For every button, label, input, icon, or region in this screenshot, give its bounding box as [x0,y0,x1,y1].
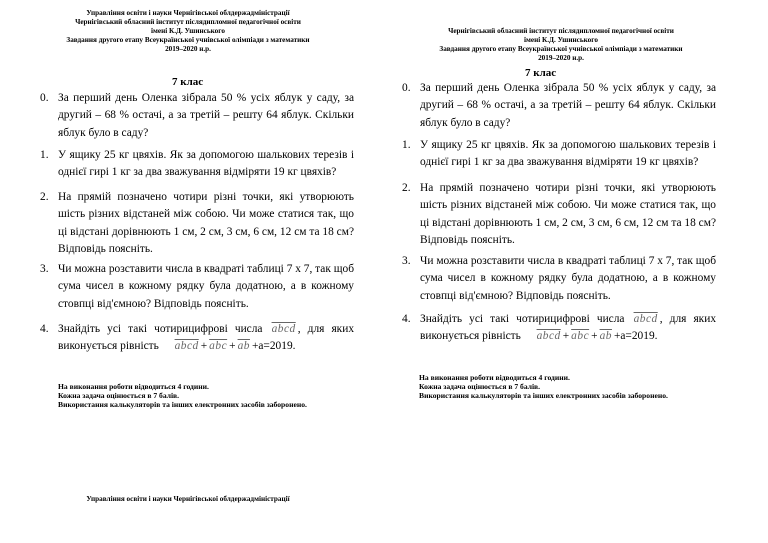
header-block [60,9,316,54]
task-text [58,321,354,356]
task4-text-a: Знайдіть усі такі чотирицифрові числа [58,323,263,335]
task-number: 1. [40,149,49,161]
task4-text-b: , для яких виконується рівність [420,313,717,343]
task-item [40,261,354,313]
equation-tail: +a=2019. [613,330,658,343]
note-line: На виконання роботи відводиться 4 години. [58,382,209,391]
equation-term-ab: $\overline{ab}$ [599,330,612,343]
grade-title: 7 клас [525,67,557,79]
header-line: Завдання другого етапу Всеукраїнської учнівської олімпіади з математики [66,36,310,44]
plus-sign: + [562,330,570,343]
task-item [402,253,716,305]
task-item [40,321,355,356]
task-number: 4. [40,323,49,335]
header-line: Управління освіти і науки Чернігівської облдержадміністрації [86,9,290,17]
task-item [402,311,717,346]
note-line: Використання калькуляторів та інших електронних засобів заборонено. [58,400,307,410]
task-item [402,80,716,132]
equation-term-ab: $\overline{ab}$ [237,340,250,353]
header-line: Чернігівський обласний інститут післядипломної педагогічної освіти [75,18,301,26]
plus-sign: + [591,330,598,343]
task4-text-a: Знайдіть усі такі чотирицифрові числа [420,313,625,325]
task-item [402,180,716,250]
header-line: імені К.Д. Ушинського [524,36,598,44]
header-line: Чернігівський обласний інститут післядипломної педагогічної освіти [448,27,674,35]
task4-text-b: , для яких виконується рівність [58,323,355,353]
task-number: 3. [402,255,411,267]
abcd-number: abcd [271,323,296,335]
header-line: імені К.Д. Ушинського [151,27,225,35]
header-line: Завдання другого етапу Всеукраїнської учнівської олімпіади з математики [439,45,683,53]
task-text: Чи можна розставити числа в квадраті таблиці 7 х 7, так щоб сума чисел в кожному рядку була додатною, а в кожному стовпці від'ємною? Відповідь поясніть. [420,255,716,302]
note-line: Кожна задача оцінюється в 7 балів. [58,391,180,401]
task-number: 0. [402,82,411,94]
task-text: У ящику 25 кг цвяхів. Як за допомогою шалькових терезів і однієї гирі 1 кг за два зважування відміряти 19 кг цвяхів? [420,139,716,169]
plus-sign: + [200,340,208,353]
task-text: За перший день Оленка зібрала 50 % усіх яблук у саду, за другий – 68 % остачі, а за третій – решту 64 яблук. Скільки яблук було в саду? [420,82,716,129]
plus-sign: + [229,340,236,353]
equation-term-abcd: abcd [536,330,561,343]
task-text: У ящику 25 кг цвяхів. Як за допомогою шалькових терезів і однієї гирі 1 кг за два зважування відміряти 19 кг цвяхів? [58,149,354,179]
task-item [402,137,716,172]
equation-term-abc: $\overline{abc}$ [209,340,228,353]
task-text: На прямій позначено чотири різні точки, які утворюють шість різних відстаней між собою. Чи може статися так, що ці відстані дорівнюють 1 см, 2 см, 3 см, 6 см, 12 см та 18 см? Відповідь поясніть. [58,191,354,256]
header-line: 2019–2020 н.р. [538,54,584,62]
equation-tail: +a=2019. [251,340,296,353]
task-item [40,147,354,182]
task-text: На прямій позначено чотири різні точки, які утворюють шість різних відстаней між собою. Чи може статися так, що ці відстані дорівнюють 1 см, 2 см, 3 см, 6 см, 12 см та 18 см? Відповідь поясніть. [420,182,716,247]
task-text [420,311,716,346]
task-number: 1. [402,139,411,151]
note-line: Використання калькуляторів та інших електронних засобів заборонено. [419,391,668,401]
task-number: 0. [40,92,49,104]
notes-block [419,373,717,401]
note-line: Кожна задача оцінюється в 7 балів. [419,382,541,392]
task-item [40,189,354,259]
header-block [426,27,696,63]
task-number: 4. [402,313,411,325]
task-item [40,90,354,142]
task-number: 2. [40,191,49,203]
task-number: 3. [40,263,49,275]
grade-title: 7 клас [172,76,204,88]
right-page [384,0,768,543]
notes-block [58,382,354,410]
note-line: На виконання роботи відводиться 4 години. [419,373,570,382]
equation-term-abc: $\overline{abc}$ [571,330,590,343]
footer-line: Управління освіти і науки Чернігівської облдержадміністрації [86,495,290,503]
equation-term-abcd: abcd [174,340,199,353]
header-line: 2019–2020 н.р. [165,45,211,53]
abcd-number: abcd [633,313,658,325]
task-number: 2. [402,182,411,194]
task-text: За перший день Оленка зібрала 50 % усіх яблук у саду, за другий – 68 % остачі, а за третій – решту 64 яблук. Скільки яблук було в саду? [58,92,354,139]
task-text: Чи можна розставити числа в квадраті таблиці 7 х 7, так щоб сума чисел в кожному рядку була додатною, а в кожному стовпці від'ємною? Відповідь поясніть. [58,263,354,310]
